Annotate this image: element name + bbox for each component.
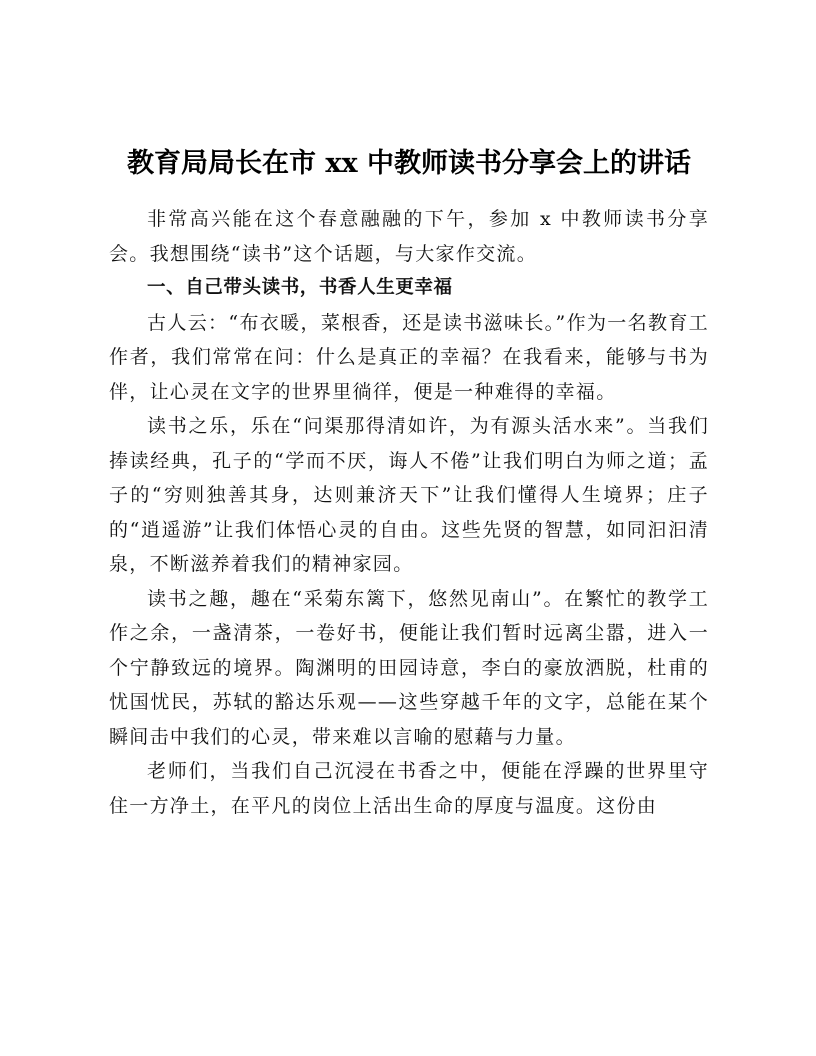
document-title: 教育局局长在市 xx 中教师读书分享会上的讲话 [127, 148, 691, 179]
body-paragraph: 读书之趣，趣在“采菊东篱下，悠然见南山”。在繁忙的教学工作之余，一盏清茶，一卷好书，便能让我们暂时远离尘嚣，进入一个宁静致远的境界。陶渊明的田园诗意，李白的豪放洒脱，杜甫的忧国忧民，苏轼的豁达乐观——这些穿越千年的文字，总能在某个瞬间击中我们的心灵，带来难以言喻的慰藉与力量。 [109, 587, 709, 748]
opening-paragraph: 非常高兴能在这个春意融融的下午，参加 x 中教师读书分享会。我想围绕“读书”这个话题，与大家作交流。 [109, 208, 709, 265]
section-heading: 一、自己带头读书，书香人生更幸福 [147, 277, 453, 298]
document-body [109, 142, 709, 823]
body-paragraph: 老师们，当我们自己沉浸在书香之中，便能在浮躁的世界里守住一方净土，在平凡的岗位上活出生命的厚度与温度。这份由 [109, 760, 709, 817]
body-paragraph: 读书之乐，乐在“问渠那得清如许，为有源头活水来”。当我们捧读经典，孔子的“学而不厌，诲人不倦”让我们明白为师之道；孟子的“穷则独善其身，达则兼济天下”让我们懂得人生境界；庄子的“逍遥游”让我们体悟心灵的自由。这些先贤的智慧，如同汩汩清泉，不断滋养着我们的精神家园。 [109, 415, 709, 575]
body-paragraph: 古人云：“布衣暖，菜根香，还是读书滋味长。”作为一名教育工作者，我们常常在问：什么是真正的幸福？在我看来，能够与书为伴，让心灵在文字的世界里徜徉，便是一种难得的幸福。 [109, 311, 709, 403]
